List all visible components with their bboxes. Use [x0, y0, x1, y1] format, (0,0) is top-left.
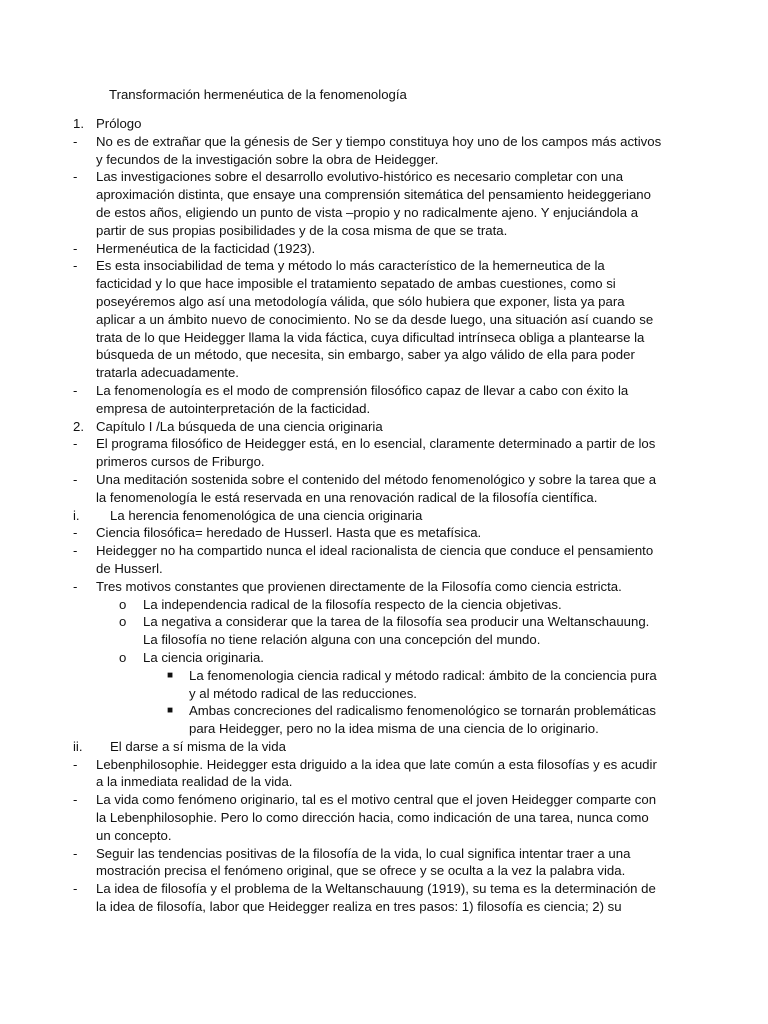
list-item-text: La independencia radical de la filosofía respecto de la ciencia objetivas. [143, 596, 562, 612]
list-item [0, 791, 768, 844]
list-marker: - [73, 845, 78, 861]
list-item-text: La ciencia originaria. [143, 649, 264, 665]
list-marker: - [73, 792, 78, 808]
list-marker: - [73, 881, 78, 897]
list-marker: - [73, 756, 78, 772]
list-marker: - [73, 133, 78, 149]
list-item [0, 880, 768, 916]
list-item-text: Lebenphilosophie. Heidegger esta driguido a la idea que late común a esta filosofías y es acudir a la inmediata realidad de la vida. [96, 756, 657, 790]
list-item-text: La fenomenología es el modo de comprensión filosófico capaz de llevar a cabo con éxito la empresa de autointerpretación de la facticidad. [96, 382, 629, 416]
list-item-text: La fenomenologia ciencia radical y método radical: ámbito de la conciencia pura y al método radical de las reducciones. [189, 667, 657, 701]
list-item [0, 240, 768, 258]
list-item-text: Es esta insociabilidad de tema y método lo más característico de la hemerneutica de la facticidad y lo que hace imposible el tratamiento sepatado de ambas cuestiones, como si poseyéremos algo así una metodología válida, que sólo hubiera que exponer, lista ya para aplicar a un ámbito nuevo de conocimiento. No se da desde luego, una situación así cuando se trata de lo que Heidegger llama la vida fáctica, cuya dificultad intrínseca obliga a plantearse la búsqueda de un método, que necesita, sin embargo, saber ya algo válido de ella para poder tratarla adecuadamente. [96, 258, 654, 381]
list-marker: - [73, 258, 78, 274]
list-marker: - [73, 436, 78, 452]
list-item [0, 649, 768, 667]
list-item-text: Las investigaciones sobre el desarrollo evolutivo-histórico es necesario completar con una aproximación distinta, que ensaye una comprensión sitemática del pensamiento heideggeriano de estos años, eligiendo un punto de vista –propio y no radicalmente ajeno. Y enjuciándola a partir de sus propias posibilidades y de la cosa misma de que se trata. [96, 169, 651, 238]
list-item-text: La vida como fenómeno originario, tal es el motivo central que el joven Heidegger comparte con la Lebenphilosophie. Pero lo como dirección hacia, como indicación de una tarea, nunca como un concepto. [96, 792, 657, 843]
document-body [0, 115, 768, 916]
list-item-text: Capítulo I /La búsqueda de una ciencia originaria [96, 418, 383, 434]
list-item [0, 596, 768, 614]
list-item [0, 418, 768, 436]
list-item-text: La idea de filosofía y el problema de la Weltanschauung (1919), su tema es la determinación de la idea de filosofía, labor que Heidegger realiza en tres pasos: 1) filosofía es ciencia; 2) su [96, 881, 656, 915]
list-item [0, 382, 768, 418]
list-item-text: Heidegger no ha compartido nunca el ideal racionalista de ciencia que conduce el pensamiento de Husserl. [96, 543, 654, 576]
document-title: Transformación hermenéutica de la fenomenología [109, 87, 407, 102]
list-item-text: Seguir las tendencias positivas de la filosofía de la vida, lo cual significa intentar traer a una mostración precisa el fenómeno original, que se ofrece y se oculta a la vez la palabra vida. [96, 845, 631, 879]
list-item [0, 133, 768, 169]
list-item [0, 702, 768, 738]
list-item [0, 756, 768, 792]
list-marker: - [73, 169, 78, 185]
list-marker: ■ [167, 705, 174, 717]
list-marker: ■ [167, 669, 174, 681]
list-marker: o [119, 649, 127, 665]
list-marker: - [73, 240, 78, 256]
list-item [0, 738, 768, 756]
list-item [0, 578, 768, 596]
list-item [0, 435, 768, 471]
list-item-text: La herencia fenomenológica de una ciencia originaria [110, 507, 423, 523]
list-item [0, 524, 768, 542]
list-item [0, 115, 768, 133]
list-item-text: Prólogo [96, 116, 142, 131]
list-item-text: Ambas concreciones del radicalismo fenomenológico se tornarán problemáticas para Heidegger, pero no la idea misma de una ciencia de lo originario. [189, 703, 656, 737]
list-item [0, 471, 768, 507]
list-item [0, 168, 768, 239]
list-item [0, 257, 768, 382]
list-item-text: Una meditación sostenida sobre el contenido del método fenomenológico y sobre la tarea que a la fenomenología le está reservada en una renovación radical de la filosofía científica. [96, 471, 657, 505]
list-item-text: Hermenéutica de la facticidad (1923). [96, 240, 316, 256]
list-marker: o [119, 614, 127, 630]
list-item [0, 613, 768, 649]
list-item [0, 667, 768, 703]
list-marker: - [73, 382, 78, 398]
list-marker: - [73, 525, 78, 541]
list-item-text: El darse a sí misma de la vida [110, 738, 286, 754]
list-item-text: El programa filosófico de Heidegger está, en lo esencial, claramente determinado a partir de los primeros cursos de Friburgo. [96, 436, 656, 470]
list-item-text: No es de extrañar que la génesis de Ser y tiempo constituya hoy uno de los campos más activos y fecundos de la investigación sobre la obra de Heidegger. [96, 133, 662, 167]
list-marker: 2. [73, 418, 84, 434]
list-item-text: La negativa a considerar que la tarea de la filosofía sea producir una Weltanschauung. La filosofía no tiene relación alguna con una concepción del mundo. [143, 614, 650, 648]
list-marker: - [73, 471, 78, 487]
list-item [0, 542, 768, 578]
list-item-text: Ciencia filosófica= heredado de Husserl. Hasta que es metafísica. [96, 525, 482, 541]
list-marker: ii. [73, 738, 83, 754]
list-marker: i. [73, 507, 80, 523]
list-item [0, 507, 768, 525]
list-item [0, 845, 768, 881]
list-item-text: Tres motivos constantes que provienen directamente de la Filosofía como ciencia estricta. [96, 578, 622, 594]
list-marker: o [119, 596, 127, 612]
list-marker: - [73, 578, 78, 594]
list-marker: 1. [73, 116, 84, 131]
list-marker: - [73, 543, 78, 559]
